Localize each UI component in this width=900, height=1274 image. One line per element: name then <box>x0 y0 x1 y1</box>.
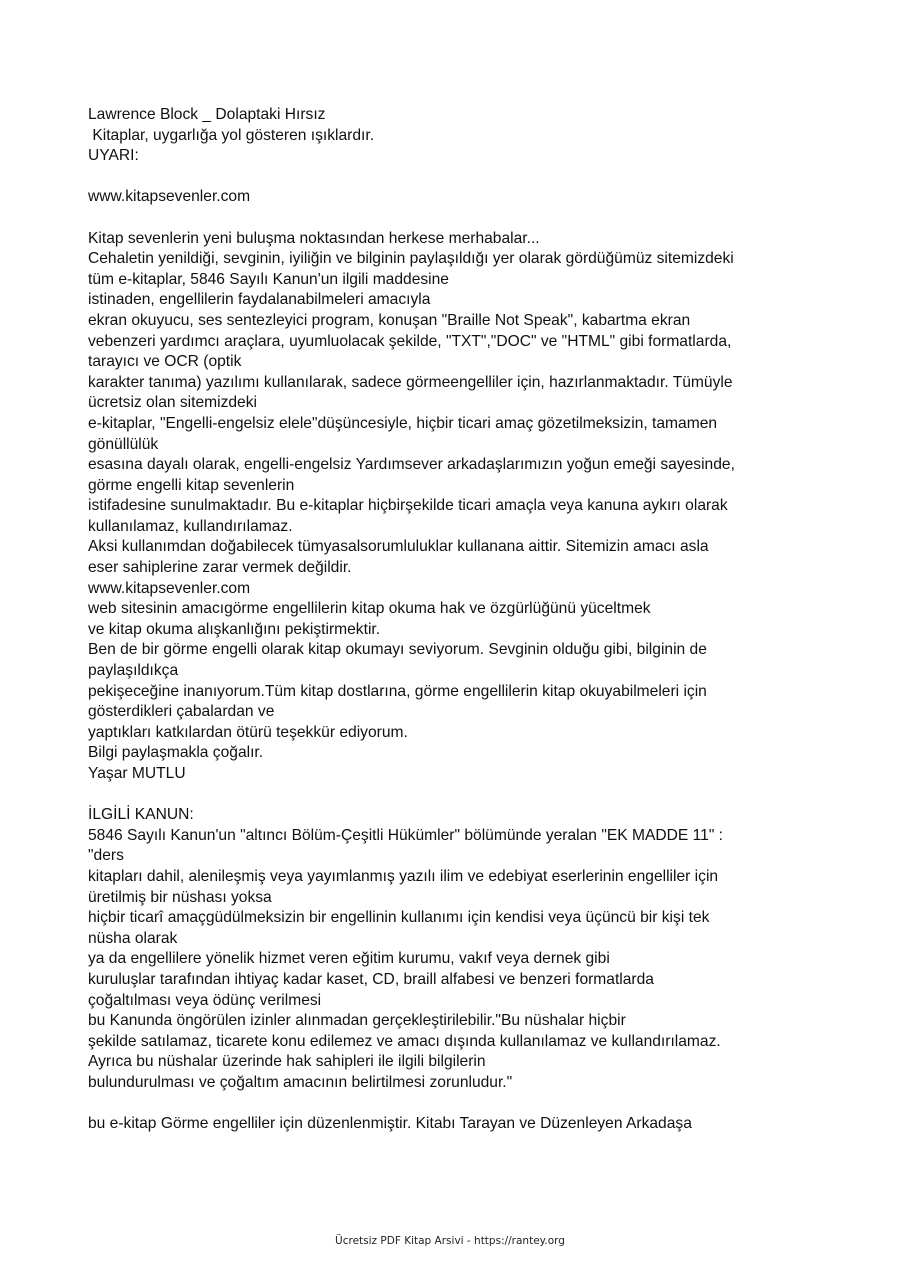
text-line: bulundurulması ve çoğaltım amacının belirtilmesi zorunludur." <box>88 1073 513 1091</box>
text-line: kullanılamaz, kullandırılamaz. <box>88 517 293 535</box>
text-line: bu e-kitap Görme engelliler için düzenlenmiştir. Kitabı Tarayan ve Düzenleyen Arkadaşa <box>88 1115 692 1133</box>
text-line: şekilde satılamaz, ticarete konu edilemez ve amacı dışında kullanılamaz ve kullandırılamaz. <box>88 1032 721 1050</box>
text-line: hiçbir ticarî amaçgüdülmeksizin bir engellinin kullanımı için kendisi veya üçüncü bir kişi tek <box>88 909 710 927</box>
text-line <box>88 1094 818 1115</box>
text-line: istinaden, engellilerin faydalanabilmeleri amacıyla <box>88 291 431 309</box>
text-line: tarayıcı ve OCR (optik <box>88 353 242 371</box>
text-line: www.kitapsevenler.com <box>88 579 251 597</box>
text-line: Lawrence Block _ Dolaptaki Hırsız <box>88 106 326 123</box>
text-line: üretilmiş bir nüshası yoksa <box>88 888 272 906</box>
text-line: çoğaltılması veya ödünç verilmesi <box>88 991 322 1009</box>
text-line: istifadesine sunulmaktadır. Bu e-kitaplar hiçbirşekilde ticari amaçla veya kanuna aykırı olarak <box>88 497 728 515</box>
text-line <box>88 167 818 188</box>
text-line: eser sahiplerine zarar vermek değildir. <box>88 559 352 577</box>
text-line: Bilgi paylaşmakla çoğalır. <box>88 744 264 762</box>
text-line: Cehaletin yenildiği, sevginin, iyiliğin ve bilginin paylaşıldığı yer olarak gördüğümüz sitemizdeki <box>88 250 734 268</box>
text-line: Kitaplar, uygarlığa yol gösteren ışıklardır. <box>88 126 375 144</box>
text-line: ekran okuyucu, ses sentezleyici program, konuşan "Braille Not Speak", kabartma ekran <box>88 311 691 329</box>
text-line: esasına dayalı olarak, engelli-engelsiz Yardımsever arkadaşlarımızın yoğun emeği sayesinde, <box>88 456 735 474</box>
text-line: Yaşar MUTLU <box>88 765 186 782</box>
text-line: UYARI: <box>88 147 139 165</box>
text-line: www.kitapsevenler.com <box>88 188 251 206</box>
text-line <box>88 208 818 229</box>
text-line: karakter tanıma) yazılımı kullanılarak, sadece görmeengelliler için, hazırlanmaktadır. Tümüyle <box>88 373 733 391</box>
text-line: tüm e-kitaplar, 5846 Sayılı Kanun'un ilgili maddesine <box>88 270 449 288</box>
text-line: 5846 Sayılı Kanun'un "altıncı Bölüm-Çeşitli Hükümler" bölümünde yeralan "EK MADDE 11" : <box>88 826 724 844</box>
text-line: ya da engellilere yönelik hizmet veren eğitim kurumu, vakıf veya dernek gibi <box>88 950 610 968</box>
text-line: gösterdikleri çabalardan ve <box>88 703 275 721</box>
text-line: Aksi kullanımdan doğabilecek tümyasalsorumluluklar kullanana aittir. Sitemizin amacı asla <box>88 538 709 556</box>
text-line: kitapları dahil, alenileşmiş veya yayımlanmış yazılı ilim ve edebiyat eserlerinin engelliler için <box>88 867 719 885</box>
text-line: yaptıkları katkılardan ötürü teşekkür ediyorum. <box>88 723 408 741</box>
text-line: görme engelli kitap sevenlerin <box>88 476 295 494</box>
text-line <box>88 785 818 806</box>
page-footer: Ücretsiz PDF Kitap Arsivi - https://rantey.org <box>335 1235 565 1247</box>
text-line: bu Kanunda öngörülen izinler alınmadan gerçekleştirilebilir."Bu nüshalar hiçbir <box>88 1012 626 1030</box>
text-line: gönüllülük <box>88 435 159 453</box>
document-body <box>88 105 818 1135</box>
text-line: İLGİLİ KANUN: <box>88 806 194 824</box>
text-line: kuruluşlar tarafından ihtiyaç kadar kaset, CD, braill alfabesi ve benzeri formatlarda <box>88 970 654 988</box>
text-line: "ders <box>88 847 124 865</box>
text-line: pekişeceğine inanıyorum.Tüm kitap dostlarına, görme engellilerin kitap okuyabilmeleri için <box>88 682 707 700</box>
text-line: e-kitaplar, "Engelli-engelsiz elele"düşüncesiyle, hiçbir ticari amaç gözetilmeksizin, tamamen <box>88 414 718 432</box>
text-line: Ayrıca bu nüshalar üzerinde hak sahipleri ile ilgili bilgilerin <box>88 1053 486 1071</box>
text-line: paylaşıldıkça <box>88 662 179 680</box>
text-line: Kitap sevenlerin yeni buluşma noktasından herkese merhabalar... <box>88 229 540 247</box>
text-line: nüsha olarak <box>88 929 178 947</box>
text-line: vebenzeri yardımcı araçlara, uyumluolacak şekilde, "TXT","DOC" ve "HTML" gibi formatlarda, <box>88 332 732 350</box>
text-line: web sitesinin amacıgörme engellilerin kitap okuma hak ve özgürlüğünü yüceltmek <box>88 600 651 618</box>
text-line: ücretsiz olan sitemizdeki <box>88 394 257 412</box>
text-line: ve kitap okuma alışkanlığını pekiştirmektir. <box>88 620 381 638</box>
text-line: Ben de bir görme engelli olarak kitap okumayı seviyorum. Sevginin olduğu gibi, bilginin de <box>88 641 707 659</box>
